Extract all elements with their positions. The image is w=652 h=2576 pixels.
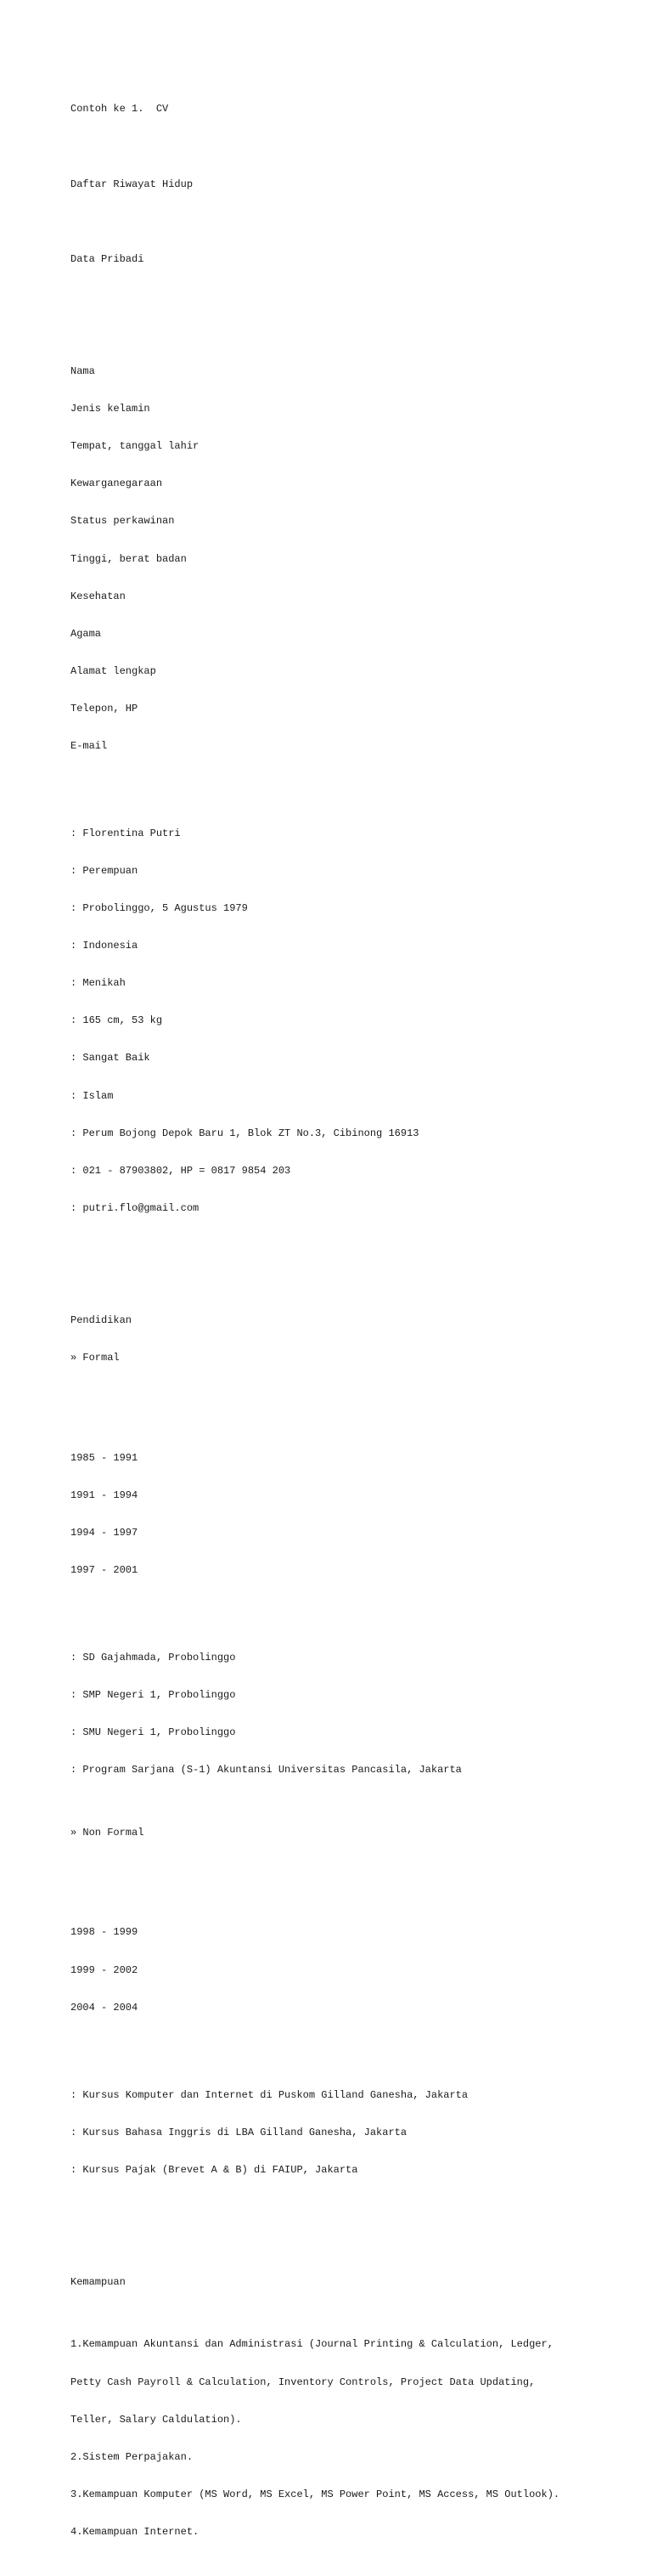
personal-label: Kewarganegaraan <box>70 477 163 490</box>
skill-line: 4.Kemampuan Internet. <box>70 2525 200 2538</box>
formal-schools <box>70 1627 631 1802</box>
personal-labels <box>70 341 631 777</box>
formal-school: : Program Sarjana (S-1) Akuntansi Universitas Pancasila, Jakarta <box>70 1764 462 1777</box>
personal-value: : putri.flo@gmail.com <box>70 1201 200 1214</box>
personal-value: : Florentina Putri <box>70 827 181 839</box>
spacer <box>70 1389 631 1402</box>
personal-label: Tinggi, berat badan <box>70 552 187 565</box>
formal-school: : SMU Negeri 1, Probolinggo <box>70 1726 236 1739</box>
personal-label: E-mail <box>70 740 108 753</box>
skills-heading: Kemampuan <box>70 2275 126 2288</box>
document-title: Contoh ke 1. CV <box>70 103 169 116</box>
personal-label: Agama <box>70 627 102 640</box>
nonformal-heading: » Non Formal <box>70 1826 144 1839</box>
spacer <box>70 216 631 229</box>
formal-year: 1985 - 1991 <box>70 1451 138 1464</box>
personal-heading: Data Pribadi <box>70 252 144 265</box>
personal-value: : Menikah <box>70 977 126 990</box>
spacer <box>70 2226 631 2239</box>
personal-value: : 021 - 87903802, HP = 0817 9854 203 <box>70 1164 291 1177</box>
skill-line: 3.Kemampuan Komputer (MS Word, MS Excel, MS Power Point, MS Access, MS Outlook). <box>70 2488 560 2500</box>
nonformal-course: : Kursus Pajak (Brevet A & B) di FAIUP, Jakarta <box>70 2163 358 2176</box>
spacer <box>70 141 631 154</box>
nonformal-courses <box>70 2064 631 2201</box>
formal-heading: » Formal <box>70 1352 120 1364</box>
nonformal-course: : Kursus Bahasa Inggris di LBA Gilland Ganesha, Jakarta <box>70 2126 408 2138</box>
skill-line: Petty Cash Payroll & Calculation, Inventory Controls, Project Data Updating, <box>70 2375 536 2388</box>
formal-school: : SD Gajahmada, Probolinggo <box>70 1652 236 1664</box>
skill-line: 1.Kemampuan Akuntansi dan Administrasi (Journal Printing & Calculation, Ledger, <box>70 2338 554 2351</box>
formal-year: 1991 - 1994 <box>70 1489 138 1501</box>
nonformal-course: : Kursus Komputer dan Internet di Puskom Gilland Ganesha, Jakarta <box>70 2088 469 2101</box>
spacer <box>70 1264 631 1277</box>
nonformal-year: 2004 - 2004 <box>70 2001 138 2014</box>
formal-year: 1997 - 2001 <box>70 1564 138 1577</box>
skill-line: Teller, Salary Caldulation). <box>70 2413 242 2426</box>
personal-value: : Islam <box>70 1089 114 1102</box>
skills-list <box>70 2313 631 2563</box>
personal-label: Status perkawinan <box>70 515 175 528</box>
personal-label: Telepon, HP <box>70 702 138 715</box>
personal-values <box>70 803 631 1240</box>
personal-label: Alamat lengkap <box>70 664 156 677</box>
personal-label: Kesehatan <box>70 590 126 602</box>
personal-value: : Indonesia <box>70 940 138 952</box>
formal-years <box>70 1426 631 1602</box>
personal-label: Tempat, tanggal lahir <box>70 440 200 453</box>
personal-label: Jenis kelamin <box>70 403 150 415</box>
formal-school: : SMP Negeri 1, Probolinggo <box>70 1689 236 1702</box>
document-subtitle: Daftar Riwayat Hidup <box>70 178 194 190</box>
personal-value: : Sangat Baik <box>70 1052 150 1065</box>
education-heading: Pendidikan <box>70 1314 132 1327</box>
cv-document <box>70 78 631 2576</box>
skill-line: 2.Sistem Perpajakan. <box>70 2450 194 2463</box>
personal-value: : Probolinggo, 5 Agustus 1979 <box>70 902 248 915</box>
personal-value: : 165 cm, 53 kg <box>70 1014 163 1027</box>
nonformal-year: 1998 - 1999 <box>70 1926 138 1939</box>
spacer <box>70 1864 631 1877</box>
formal-year: 1994 - 1997 <box>70 1527 138 1539</box>
spacer <box>70 291 631 303</box>
personal-label: Nama <box>70 365 95 378</box>
nonformal-years <box>70 1901 631 2039</box>
personal-value: : Perum Bojong Depok Baru 1, Blok ZT No.3, Cibinong 16913 <box>70 1127 419 1139</box>
personal-value: : Perempuan <box>70 865 138 878</box>
nonformal-year: 1999 - 2002 <box>70 1963 138 1976</box>
